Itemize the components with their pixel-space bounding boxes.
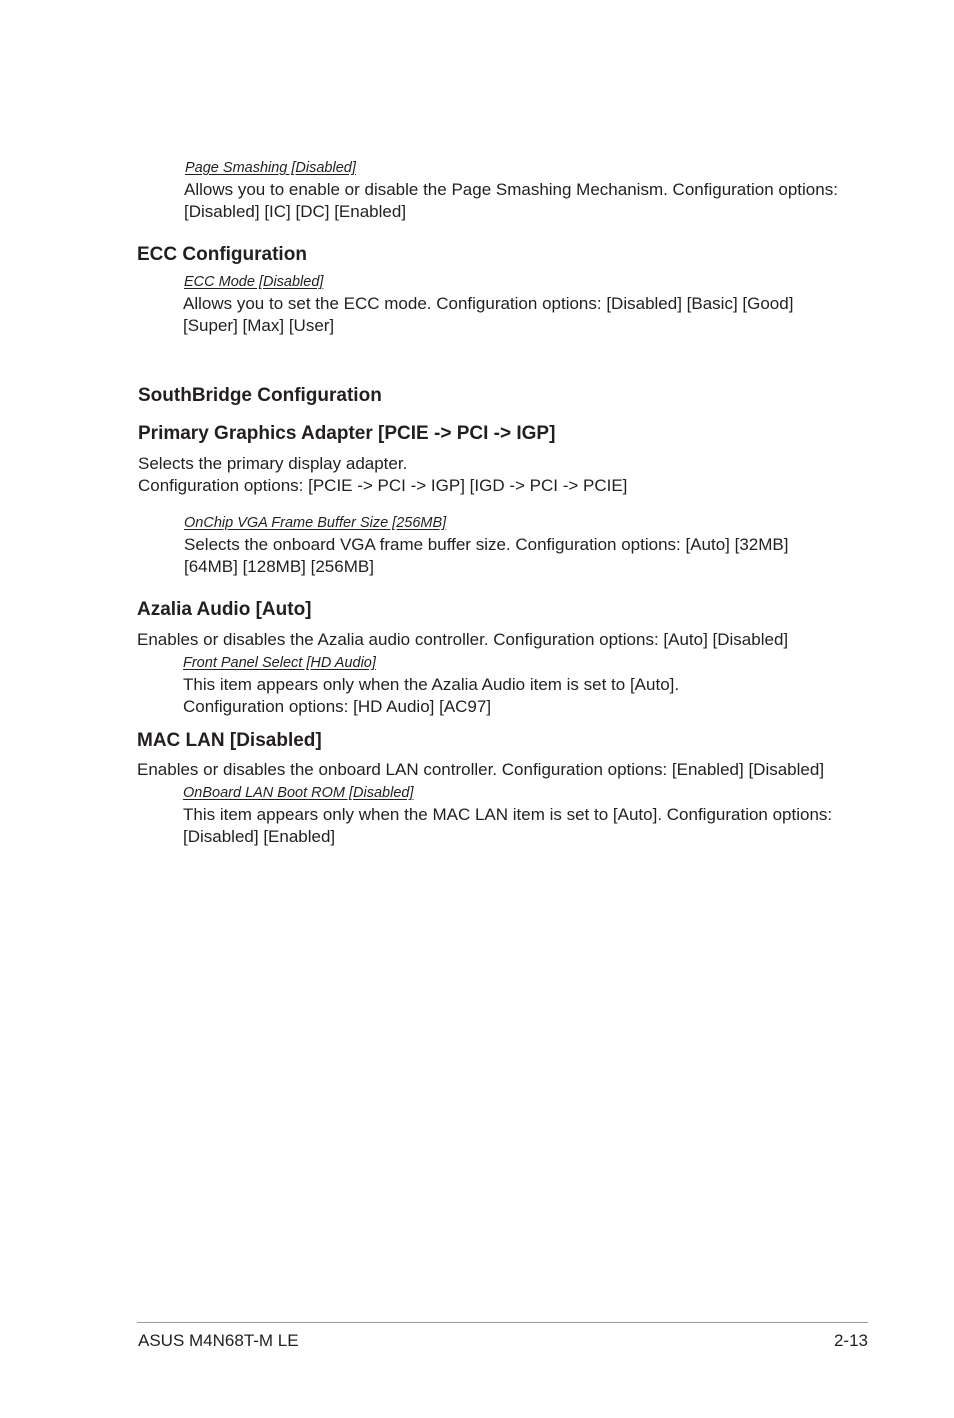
front-panel-desc-line2: Configuration options: [HD Audio] [AC97]: [183, 697, 492, 716]
primary-graphics-desc-line2: Configuration options: [PCIE -> PCI -> IGP] [IGD -> PCI -> PCIE]: [138, 476, 628, 495]
front-panel-desc-line1: This item appears only when the Azalia Audio item is set to [Auto].: [183, 675, 680, 694]
ecc-mode-desc-line2: [Super] [Max] [User]: [183, 316, 335, 335]
mac-lan-desc: Enables or disables the onboard LAN controller. Configuration options: [Enabled] [Disabled]: [137, 760, 825, 779]
footer-product-name: ASUS M4N68T-M LE: [138, 1331, 299, 1350]
footer-divider: [137, 1322, 868, 1323]
azalia-audio-desc: Enables or disables the Azalia audio controller. Configuration options: [Auto] [Disabled]: [137, 630, 789, 649]
page-smashing-desc-line2: [Disabled] [IC] [DC] [Enabled]: [184, 202, 407, 221]
primary-graphics-desc-line1: Selects the primary display adapter.: [138, 454, 408, 473]
onchip-vga-title: OnChip VGA Frame Buffer Size [256MB]: [184, 515, 447, 531]
onchip-vga-desc-line1: Selects the onboard VGA frame buffer size. Configuration options: [Auto] [32MB]: [184, 535, 789, 554]
front-panel-select-title: Front Panel Select [HD Audio]: [183, 655, 376, 671]
boot-rom-desc-line1: This item appears only when the MAC LAN item is set to [Auto]. Configuration options:: [183, 805, 833, 824]
ecc-mode-title: ECC Mode [Disabled]: [184, 274, 324, 290]
page-smashing-title: Page Smashing [Disabled]: [185, 160, 356, 176]
boot-rom-desc-line2: [Disabled] [Enabled]: [183, 827, 336, 846]
azalia-audio-heading: Azalia Audio [Auto]: [137, 599, 312, 620]
page-smashing-desc-line1: Allows you to enable or disable the Page Smashing Mechanism. Configuration options:: [184, 180, 838, 199]
footer-page-number: 2-13: [833, 1331, 868, 1350]
onchip-vga-desc-line2: [64MB] [128MB] [256MB]: [184, 557, 374, 576]
southbridge-configuration-heading: SouthBridge Configuration: [138, 385, 382, 406]
mac-lan-heading: MAC LAN [Disabled]: [137, 730, 322, 751]
ecc-configuration-heading: ECC Configuration: [137, 244, 307, 265]
ecc-mode-desc-line1: Allows you to set the ECC mode. Configuration options: [Disabled] [Basic] [Good]: [183, 294, 794, 313]
primary-graphics-adapter-heading: Primary Graphics Adapter [PCIE -> PCI -> IGP]: [138, 423, 556, 444]
onboard-lan-boot-rom-title: OnBoard LAN Boot ROM [Disabled]: [183, 785, 414, 801]
